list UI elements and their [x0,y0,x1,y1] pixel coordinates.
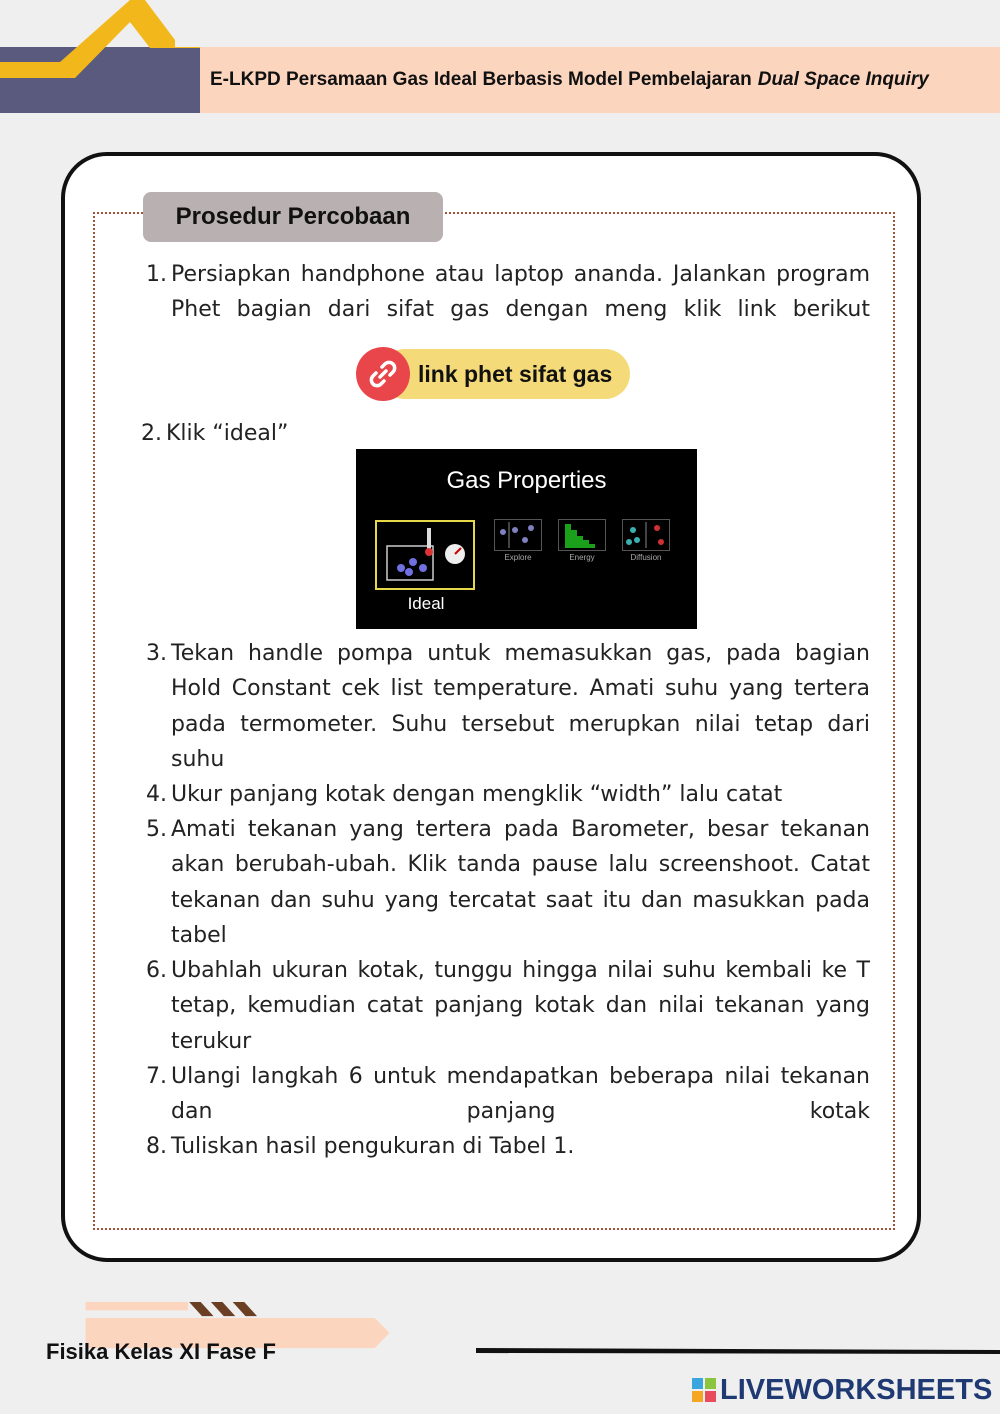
energy-label: Energy [569,553,595,562]
brand-name: LIVEWORKSHEETS [720,1373,993,1406]
header-decoration [0,0,205,120]
step-number: 5. [146,817,167,842]
footer-title: Fisika Kelas XI Fase F [46,1339,276,1364]
link-icon [356,347,410,401]
diffusion-thumbnail [622,519,670,551]
step-text: Ubahlah ukuran kotak, tunggu hingga nilai suhu kembali ke T tetap, kemudian catat panjang kotak dan nilai tekanan yang terukur [171,958,870,1054]
ideal-thumbnail-art [377,522,473,588]
step-number: 6. [146,958,167,983]
ideal-thumbnail [375,520,475,590]
energy-thumbnail [558,519,606,551]
step-text: Tuliskan hasil pengukuran di Tabel 1. [171,1134,575,1159]
section-title: Prosedur Percobaan [143,192,443,242]
step-number: 2. [141,421,162,446]
step-number: 3. [146,641,167,666]
header-title [210,47,990,113]
step-text: Tekan handle pompa untuk memasukkan gas, pada bagian Hold Constant cek list temperature. Amati suhu yang tertera pada termometer. Suhu tersebut merupkan nilai tetap dari suhu [171,641,870,772]
sim-title: Gas Properties [446,467,607,494]
step-text: Ukur panjang kotak dengan mengklik “width” lalu catat [171,782,783,807]
header-title-italic: Dual Space Inquiry [757,69,929,90]
ideal-label: Ideal [407,594,445,613]
step-number: 8. [146,1134,167,1159]
step-number: 7. [146,1064,167,1089]
step-text: Amati tekanan yang tertera pada Barometer, besar tekanan akan berubah-ubah. Klik tanda pause lalu screenshoot. Catat tekanan dan suhu yang tercatat saat itu dan masukkan pada tabel [171,817,870,948]
step-8 [146,1129,870,1164]
step-4 [146,777,870,812]
footer-line [476,1348,1000,1354]
explore-label: Explore [504,553,532,562]
header-title-main: E-LKPD Persamaan Gas Ideal Berbasis Model Pembelajaran [210,69,752,90]
step-text: Klik “ideal” [166,421,289,446]
step-number: 1. [146,262,167,287]
liveworksheets-brand [692,1372,992,1408]
phet-link-button[interactable] [356,347,632,401]
step-text: Persiapkan handphone atau laptop ananda. Jalankan program Phet bagian dari sifat gas dengan meng klik link berikut [171,262,870,323]
diffusion-label: Diffusion [630,553,662,562]
step-text: Ulangi langkah 6 untuk mendapatkan beberapa nilai tekanan dan panjang kotak [171,1064,870,1125]
step-2 [141,416,865,451]
link-label: link phet sifat gas [418,361,613,387]
liveworksheets-logo-icon [692,1378,716,1402]
step-number: 4. [146,782,167,807]
explore-thumbnail [494,519,542,551]
gas-properties-screenshot [356,449,697,629]
